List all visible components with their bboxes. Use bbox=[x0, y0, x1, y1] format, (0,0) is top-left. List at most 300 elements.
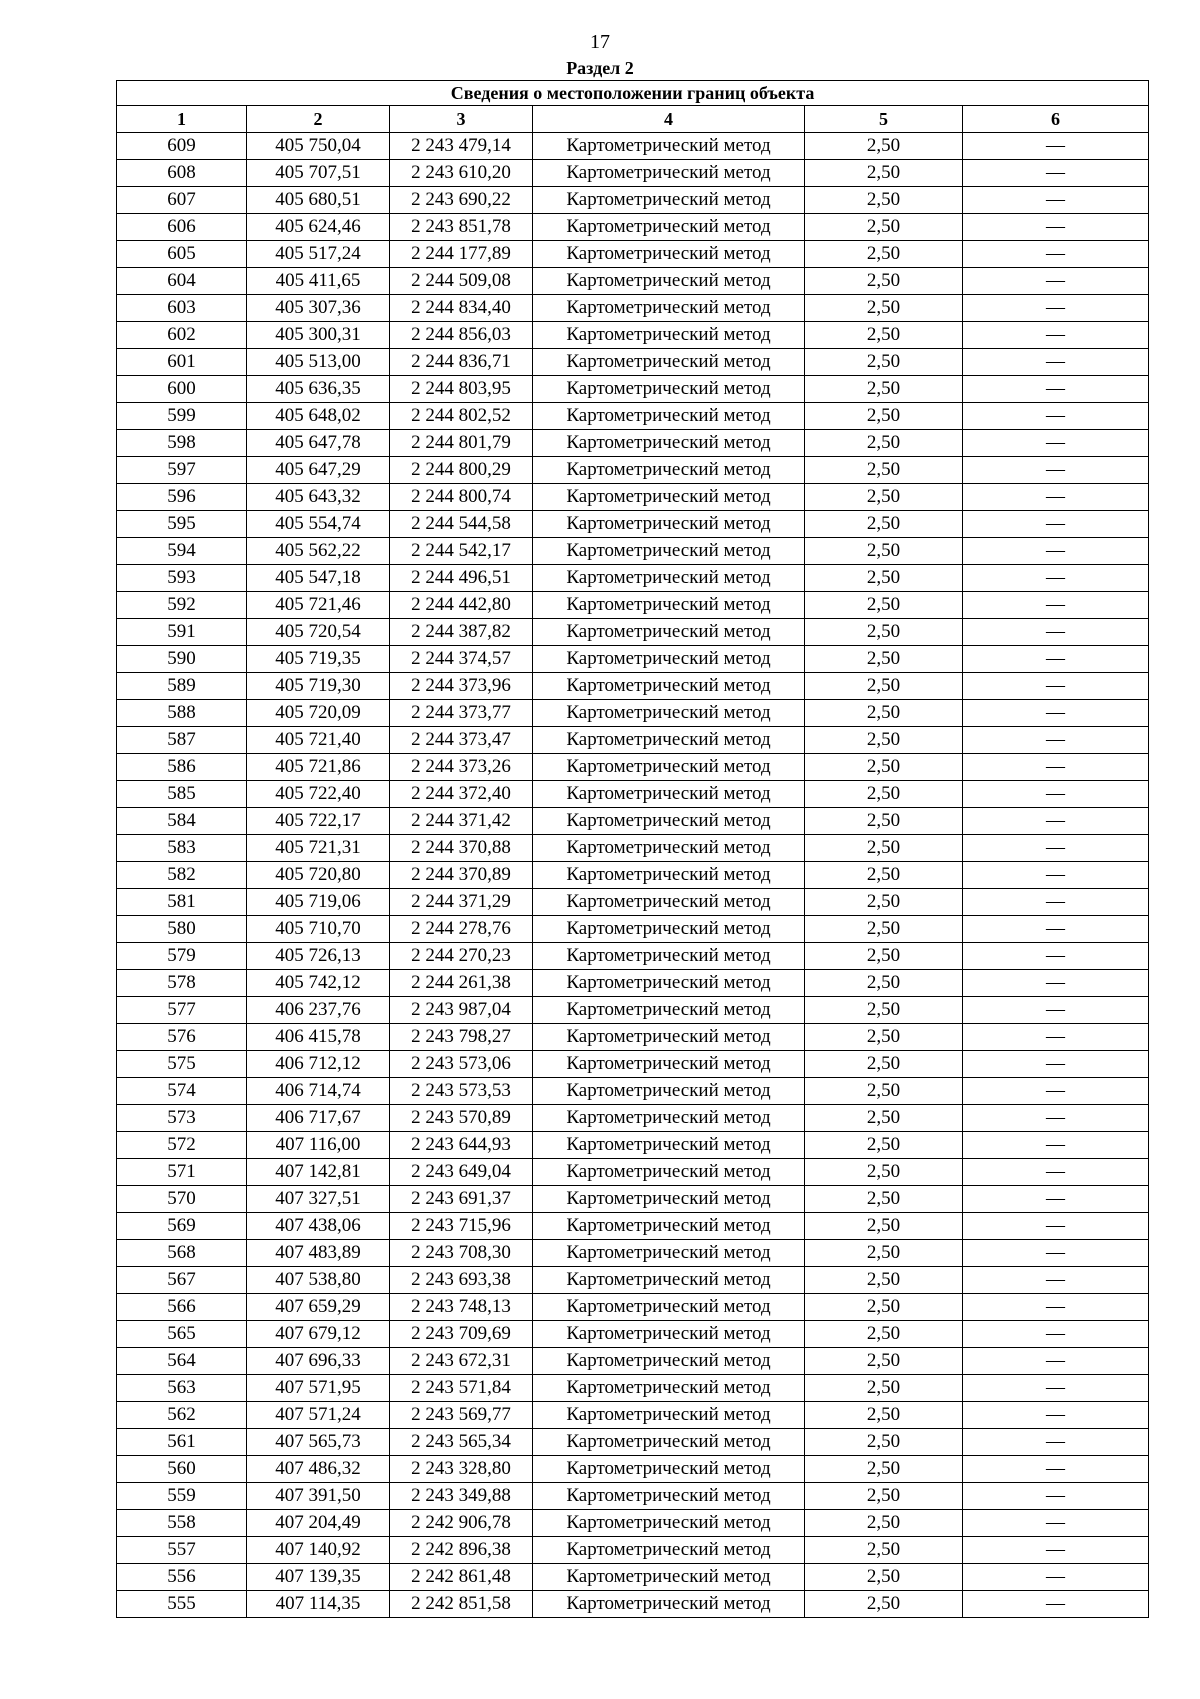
accuracy-cell: 2,50 bbox=[805, 970, 963, 997]
x-coordinate-cell: 405 643,32 bbox=[247, 484, 390, 511]
description-cell: — bbox=[963, 1537, 1149, 1564]
point-number-cell: 589 bbox=[117, 673, 247, 700]
table-row bbox=[117, 430, 1149, 457]
table-row bbox=[117, 376, 1149, 403]
method-cell: Картометрический метод bbox=[533, 511, 805, 538]
y-coordinate-cell: 2 244 278,76 bbox=[390, 916, 533, 943]
accuracy-cell: 2,50 bbox=[805, 349, 963, 376]
y-coordinate-cell: 2 244 177,89 bbox=[390, 241, 533, 268]
x-coordinate-cell: 407 538,80 bbox=[247, 1267, 390, 1294]
accuracy-cell: 2,50 bbox=[805, 1537, 963, 1564]
y-coordinate-cell: 2 244 542,17 bbox=[390, 538, 533, 565]
description-cell: — bbox=[963, 133, 1149, 160]
point-number-cell: 582 bbox=[117, 862, 247, 889]
description-cell: — bbox=[963, 1159, 1149, 1186]
method-cell: Картометрический метод bbox=[533, 1267, 805, 1294]
point-number-cell: 573 bbox=[117, 1105, 247, 1132]
y-coordinate-cell: 2 244 442,80 bbox=[390, 592, 533, 619]
accuracy-cell: 2,50 bbox=[805, 1429, 963, 1456]
y-coordinate-cell: 2 243 571,84 bbox=[390, 1375, 533, 1402]
y-coordinate-cell: 2 243 691,37 bbox=[390, 1186, 533, 1213]
x-coordinate-cell: 405 721,86 bbox=[247, 754, 390, 781]
y-coordinate-cell: 2 244 801,79 bbox=[390, 430, 533, 457]
point-number-cell: 567 bbox=[117, 1267, 247, 1294]
description-cell: — bbox=[963, 1483, 1149, 1510]
accuracy-cell: 2,50 bbox=[805, 1105, 963, 1132]
method-cell: Картометрический метод bbox=[533, 673, 805, 700]
y-coordinate-cell: 2 244 496,51 bbox=[390, 565, 533, 592]
x-coordinate-cell: 407 565,73 bbox=[247, 1429, 390, 1456]
x-coordinate-cell: 406 415,78 bbox=[247, 1024, 390, 1051]
y-coordinate-cell: 2 243 715,96 bbox=[390, 1213, 533, 1240]
y-coordinate-cell: 2 243 479,14 bbox=[390, 133, 533, 160]
description-cell: — bbox=[963, 349, 1149, 376]
method-cell: Картометрический метод bbox=[533, 646, 805, 673]
table-caption: Сведения о местоположении границ объекта bbox=[117, 81, 1149, 106]
method-cell: Картометрический метод bbox=[533, 754, 805, 781]
method-cell: Картометрический метод bbox=[533, 268, 805, 295]
point-number-cell: 575 bbox=[117, 1051, 247, 1078]
y-coordinate-cell: 2 244 800,74 bbox=[390, 484, 533, 511]
x-coordinate-cell: 407 139,35 bbox=[247, 1564, 390, 1591]
y-coordinate-cell: 2 244 387,82 bbox=[390, 619, 533, 646]
point-number-cell: 572 bbox=[117, 1132, 247, 1159]
method-cell: Картометрический метод bbox=[533, 1132, 805, 1159]
point-number-cell: 558 bbox=[117, 1510, 247, 1537]
accuracy-cell: 2,50 bbox=[805, 1159, 963, 1186]
method-cell: Картометрический метод bbox=[533, 1240, 805, 1267]
y-coordinate-cell: 2 244 372,40 bbox=[390, 781, 533, 808]
table-row bbox=[117, 484, 1149, 511]
point-number-cell: 556 bbox=[117, 1564, 247, 1591]
method-cell: Картометрический метод bbox=[533, 457, 805, 484]
x-coordinate-cell: 405 710,70 bbox=[247, 916, 390, 943]
accuracy-cell: 2,50 bbox=[805, 754, 963, 781]
accuracy-cell: 2,50 bbox=[805, 1267, 963, 1294]
point-number-cell: 588 bbox=[117, 700, 247, 727]
table-row bbox=[117, 403, 1149, 430]
table-row bbox=[117, 673, 1149, 700]
y-coordinate-cell: 2 243 798,27 bbox=[390, 1024, 533, 1051]
table-row bbox=[117, 1186, 1149, 1213]
description-cell: — bbox=[963, 835, 1149, 862]
x-coordinate-cell: 405 517,24 bbox=[247, 241, 390, 268]
y-coordinate-cell: 2 243 709,69 bbox=[390, 1321, 533, 1348]
description-cell: — bbox=[963, 565, 1149, 592]
column-header: 2 bbox=[247, 106, 390, 133]
description-cell: — bbox=[963, 457, 1149, 484]
y-coordinate-cell: 2 243 328,80 bbox=[390, 1456, 533, 1483]
y-coordinate-cell: 2 244 509,08 bbox=[390, 268, 533, 295]
accuracy-cell: 2,50 bbox=[805, 1456, 963, 1483]
point-number-cell: 585 bbox=[117, 781, 247, 808]
table-row bbox=[117, 1591, 1149, 1618]
table-row bbox=[117, 268, 1149, 295]
accuracy-cell: 2,50 bbox=[805, 862, 963, 889]
description-cell: — bbox=[963, 1105, 1149, 1132]
description-cell: — bbox=[963, 700, 1149, 727]
table-row bbox=[117, 322, 1149, 349]
accuracy-cell: 2,50 bbox=[805, 538, 963, 565]
method-cell: Картометрический метод bbox=[533, 835, 805, 862]
y-coordinate-cell: 2 243 690,22 bbox=[390, 187, 533, 214]
method-cell: Картометрический метод bbox=[533, 160, 805, 187]
method-cell: Картометрический метод bbox=[533, 349, 805, 376]
point-number-cell: 579 bbox=[117, 943, 247, 970]
y-coordinate-cell: 2 244 374,57 bbox=[390, 646, 533, 673]
y-coordinate-cell: 2 244 373,77 bbox=[390, 700, 533, 727]
method-cell: Картометрический метод bbox=[533, 1564, 805, 1591]
description-cell: — bbox=[963, 1402, 1149, 1429]
description-cell: — bbox=[963, 1051, 1149, 1078]
accuracy-cell: 2,50 bbox=[805, 187, 963, 214]
accuracy-cell: 2,50 bbox=[805, 1375, 963, 1402]
description-cell: — bbox=[963, 484, 1149, 511]
method-cell: Картометрический метод bbox=[533, 484, 805, 511]
x-coordinate-cell: 405 307,36 bbox=[247, 295, 390, 322]
description-cell: — bbox=[963, 808, 1149, 835]
method-cell: Картометрический метод bbox=[533, 214, 805, 241]
table-row bbox=[117, 511, 1149, 538]
point-number-cell: 580 bbox=[117, 916, 247, 943]
table-row bbox=[117, 295, 1149, 322]
description-cell: — bbox=[963, 727, 1149, 754]
method-cell: Картометрический метод bbox=[533, 295, 805, 322]
point-number-cell: 593 bbox=[117, 565, 247, 592]
point-number-cell: 600 bbox=[117, 376, 247, 403]
x-coordinate-cell: 405 720,80 bbox=[247, 862, 390, 889]
x-coordinate-cell: 405 722,40 bbox=[247, 781, 390, 808]
table-row bbox=[117, 1105, 1149, 1132]
accuracy-cell: 2,50 bbox=[805, 268, 963, 295]
y-coordinate-cell: 2 243 569,77 bbox=[390, 1402, 533, 1429]
accuracy-cell: 2,50 bbox=[805, 430, 963, 457]
accuracy-cell: 2,50 bbox=[805, 646, 963, 673]
table-row bbox=[117, 1240, 1149, 1267]
accuracy-cell: 2,50 bbox=[805, 673, 963, 700]
description-cell: — bbox=[963, 322, 1149, 349]
table-row bbox=[117, 943, 1149, 970]
y-coordinate-cell: 2 244 856,03 bbox=[390, 322, 533, 349]
x-coordinate-cell: 407 140,92 bbox=[247, 1537, 390, 1564]
method-cell: Картометрический метод bbox=[533, 133, 805, 160]
y-coordinate-cell: 2 243 565,34 bbox=[390, 1429, 533, 1456]
x-coordinate-cell: 407 116,00 bbox=[247, 1132, 390, 1159]
y-coordinate-cell: 2 244 544,58 bbox=[390, 511, 533, 538]
table-row bbox=[117, 187, 1149, 214]
description-cell: — bbox=[963, 970, 1149, 997]
point-number-cell: 604 bbox=[117, 268, 247, 295]
y-coordinate-cell: 2 243 748,13 bbox=[390, 1294, 533, 1321]
description-cell: — bbox=[963, 1321, 1149, 1348]
point-number-cell: 569 bbox=[117, 1213, 247, 1240]
y-coordinate-cell: 2 244 373,96 bbox=[390, 673, 533, 700]
table-row bbox=[117, 1375, 1149, 1402]
description-cell: — bbox=[963, 754, 1149, 781]
method-cell: Картометрический метод bbox=[533, 565, 805, 592]
description-cell: — bbox=[963, 1132, 1149, 1159]
method-cell: Картометрический метод bbox=[533, 187, 805, 214]
x-coordinate-cell: 405 742,12 bbox=[247, 970, 390, 997]
method-cell: Картометрический метод bbox=[533, 1456, 805, 1483]
method-cell: Картометрический метод bbox=[533, 808, 805, 835]
description-cell: — bbox=[963, 403, 1149, 430]
table-row bbox=[117, 1348, 1149, 1375]
point-number-cell: 608 bbox=[117, 160, 247, 187]
y-coordinate-cell: 2 243 987,04 bbox=[390, 997, 533, 1024]
description-cell: — bbox=[963, 538, 1149, 565]
accuracy-cell: 2,50 bbox=[805, 1591, 963, 1618]
table-row bbox=[117, 727, 1149, 754]
method-cell: Картометрический метод bbox=[533, 943, 805, 970]
accuracy-cell: 2,50 bbox=[805, 1024, 963, 1051]
table-row bbox=[117, 754, 1149, 781]
method-cell: Картометрический метод bbox=[533, 700, 805, 727]
x-coordinate-cell: 405 720,09 bbox=[247, 700, 390, 727]
point-number-cell: 609 bbox=[117, 133, 247, 160]
x-coordinate-cell: 407 114,35 bbox=[247, 1591, 390, 1618]
table-row bbox=[117, 1564, 1149, 1591]
x-coordinate-cell: 405 411,65 bbox=[247, 268, 390, 295]
point-number-cell: 570 bbox=[117, 1186, 247, 1213]
point-number-cell: 561 bbox=[117, 1429, 247, 1456]
description-cell: — bbox=[963, 1294, 1149, 1321]
y-coordinate-cell: 2 244 836,71 bbox=[390, 349, 533, 376]
point-number-cell: 606 bbox=[117, 214, 247, 241]
accuracy-cell: 2,50 bbox=[805, 1213, 963, 1240]
accuracy-cell: 2,50 bbox=[805, 214, 963, 241]
point-number-cell: 587 bbox=[117, 727, 247, 754]
method-cell: Картометрический метод bbox=[533, 1024, 805, 1051]
table-row bbox=[117, 619, 1149, 646]
y-coordinate-cell: 2 242 851,58 bbox=[390, 1591, 533, 1618]
method-cell: Картометрический метод bbox=[533, 322, 805, 349]
description-cell: — bbox=[963, 1078, 1149, 1105]
description-cell: — bbox=[963, 295, 1149, 322]
accuracy-cell: 2,50 bbox=[805, 781, 963, 808]
point-number-cell: 560 bbox=[117, 1456, 247, 1483]
x-coordinate-cell: 407 679,12 bbox=[247, 1321, 390, 1348]
accuracy-cell: 2,50 bbox=[805, 457, 963, 484]
y-coordinate-cell: 2 243 573,06 bbox=[390, 1051, 533, 1078]
x-coordinate-cell: 405 647,78 bbox=[247, 430, 390, 457]
x-coordinate-cell: 405 750,04 bbox=[247, 133, 390, 160]
table-header-row bbox=[117, 106, 1149, 133]
method-cell: Картометрический метод bbox=[533, 997, 805, 1024]
method-cell: Картометрический метод bbox=[533, 889, 805, 916]
table-row bbox=[117, 781, 1149, 808]
table-row bbox=[117, 970, 1149, 997]
accuracy-cell: 2,50 bbox=[805, 484, 963, 511]
y-coordinate-cell: 2 242 896,38 bbox=[390, 1537, 533, 1564]
column-header: 3 bbox=[390, 106, 533, 133]
y-coordinate-cell: 2 243 672,31 bbox=[390, 1348, 533, 1375]
point-number-cell: 574 bbox=[117, 1078, 247, 1105]
table-row bbox=[117, 1510, 1149, 1537]
accuracy-cell: 2,50 bbox=[805, 1321, 963, 1348]
point-number-cell: 564 bbox=[117, 1348, 247, 1375]
point-number-cell: 592 bbox=[117, 592, 247, 619]
table-row bbox=[117, 862, 1149, 889]
point-number-cell: 601 bbox=[117, 349, 247, 376]
description-cell: — bbox=[963, 1564, 1149, 1591]
accuracy-cell: 2,50 bbox=[805, 1402, 963, 1429]
description-cell: — bbox=[963, 781, 1149, 808]
method-cell: Картометрический метод bbox=[533, 1537, 805, 1564]
method-cell: Картометрический метод bbox=[533, 781, 805, 808]
x-coordinate-cell: 405 726,13 bbox=[247, 943, 390, 970]
point-number-cell: 603 bbox=[117, 295, 247, 322]
description-cell: — bbox=[963, 673, 1149, 700]
description-cell: — bbox=[963, 1348, 1149, 1375]
y-coordinate-cell: 2 244 371,29 bbox=[390, 889, 533, 916]
description-cell: — bbox=[963, 646, 1149, 673]
accuracy-cell: 2,50 bbox=[805, 1510, 963, 1537]
y-coordinate-cell: 2 244 373,47 bbox=[390, 727, 533, 754]
y-coordinate-cell: 2 244 371,42 bbox=[390, 808, 533, 835]
x-coordinate-cell: 405 513,00 bbox=[247, 349, 390, 376]
x-coordinate-cell: 407 696,33 bbox=[247, 1348, 390, 1375]
method-cell: Картометрический метод bbox=[533, 1078, 805, 1105]
point-number-cell: 562 bbox=[117, 1402, 247, 1429]
point-number-cell: 598 bbox=[117, 430, 247, 457]
point-number-cell: 599 bbox=[117, 403, 247, 430]
y-coordinate-cell: 2 244 261,38 bbox=[390, 970, 533, 997]
method-cell: Картометрический метод bbox=[533, 916, 805, 943]
table-row bbox=[117, 565, 1149, 592]
column-header: 6 bbox=[963, 106, 1149, 133]
description-cell: — bbox=[963, 1024, 1149, 1051]
point-number-cell: 596 bbox=[117, 484, 247, 511]
method-cell: Картометрический метод bbox=[533, 1348, 805, 1375]
table-row bbox=[117, 133, 1149, 160]
method-cell: Картометрический метод bbox=[533, 1321, 805, 1348]
accuracy-cell: 2,50 bbox=[805, 1186, 963, 1213]
method-cell: Картометрический метод bbox=[533, 1402, 805, 1429]
method-cell: Картометрический метод bbox=[533, 862, 805, 889]
description-cell: — bbox=[963, 268, 1149, 295]
table-row bbox=[117, 349, 1149, 376]
method-cell: Картометрический метод bbox=[533, 619, 805, 646]
x-coordinate-cell: 407 571,95 bbox=[247, 1375, 390, 1402]
accuracy-cell: 2,50 bbox=[805, 1240, 963, 1267]
accuracy-cell: 2,50 bbox=[805, 619, 963, 646]
description-cell: — bbox=[963, 1456, 1149, 1483]
x-coordinate-cell: 406 714,74 bbox=[247, 1078, 390, 1105]
y-coordinate-cell: 2 243 610,20 bbox=[390, 160, 533, 187]
accuracy-cell: 2,50 bbox=[805, 835, 963, 862]
table-row bbox=[117, 1321, 1149, 1348]
point-number-cell: 565 bbox=[117, 1321, 247, 1348]
accuracy-cell: 2,50 bbox=[805, 1348, 963, 1375]
table-row bbox=[117, 1537, 1149, 1564]
x-coordinate-cell: 405 648,02 bbox=[247, 403, 390, 430]
point-number-cell: 581 bbox=[117, 889, 247, 916]
table-row bbox=[117, 538, 1149, 565]
method-cell: Картометрический метод bbox=[533, 727, 805, 754]
point-number-cell: 595 bbox=[117, 511, 247, 538]
method-cell: Картометрический метод bbox=[533, 1159, 805, 1186]
y-coordinate-cell: 2 243 644,93 bbox=[390, 1132, 533, 1159]
y-coordinate-cell: 2 244 800,29 bbox=[390, 457, 533, 484]
accuracy-cell: 2,50 bbox=[805, 916, 963, 943]
method-cell: Картометрический метод bbox=[533, 1429, 805, 1456]
accuracy-cell: 2,50 bbox=[805, 727, 963, 754]
point-number-cell: 590 bbox=[117, 646, 247, 673]
method-cell: Картометрический метод bbox=[533, 1105, 805, 1132]
accuracy-cell: 2,50 bbox=[805, 1483, 963, 1510]
point-number-cell: 605 bbox=[117, 241, 247, 268]
accuracy-cell: 2,50 bbox=[805, 1294, 963, 1321]
description-cell: — bbox=[963, 1591, 1149, 1618]
table-caption-row bbox=[117, 81, 1149, 106]
point-number-cell: 591 bbox=[117, 619, 247, 646]
x-coordinate-cell: 405 680,51 bbox=[247, 187, 390, 214]
y-coordinate-cell: 2 244 834,40 bbox=[390, 295, 533, 322]
accuracy-cell: 2,50 bbox=[805, 376, 963, 403]
y-coordinate-cell: 2 242 861,48 bbox=[390, 1564, 533, 1591]
point-number-cell: 555 bbox=[117, 1591, 247, 1618]
accuracy-cell: 2,50 bbox=[805, 241, 963, 268]
x-coordinate-cell: 405 636,35 bbox=[247, 376, 390, 403]
y-coordinate-cell: 2 243 570,89 bbox=[390, 1105, 533, 1132]
table-row bbox=[117, 1159, 1149, 1186]
y-coordinate-cell: 2 243 708,30 bbox=[390, 1240, 533, 1267]
x-coordinate-cell: 405 719,30 bbox=[247, 673, 390, 700]
page-number: 17 bbox=[590, 31, 610, 53]
point-number-cell: 594 bbox=[117, 538, 247, 565]
column-header: 4 bbox=[533, 106, 805, 133]
x-coordinate-cell: 407 327,51 bbox=[247, 1186, 390, 1213]
point-number-cell: 559 bbox=[117, 1483, 247, 1510]
description-cell: — bbox=[963, 1510, 1149, 1537]
x-coordinate-cell: 405 647,29 bbox=[247, 457, 390, 484]
y-coordinate-cell: 2 244 270,23 bbox=[390, 943, 533, 970]
x-coordinate-cell: 407 438,06 bbox=[247, 1213, 390, 1240]
description-cell: — bbox=[963, 511, 1149, 538]
table-row bbox=[117, 1267, 1149, 1294]
table-row bbox=[117, 241, 1149, 268]
method-cell: Картометрический метод bbox=[533, 970, 805, 997]
point-number-cell: 607 bbox=[117, 187, 247, 214]
description-cell: — bbox=[963, 1186, 1149, 1213]
accuracy-cell: 2,50 bbox=[805, 700, 963, 727]
table-row bbox=[117, 997, 1149, 1024]
y-coordinate-cell: 2 242 906,78 bbox=[390, 1510, 533, 1537]
y-coordinate-cell: 2 244 370,89 bbox=[390, 862, 533, 889]
x-coordinate-cell: 405 707,51 bbox=[247, 160, 390, 187]
table-row bbox=[117, 916, 1149, 943]
method-cell: Картометрический метод bbox=[533, 241, 805, 268]
description-cell: — bbox=[963, 592, 1149, 619]
x-coordinate-cell: 405 554,74 bbox=[247, 511, 390, 538]
method-cell: Картометрический метод bbox=[533, 1213, 805, 1240]
point-number-cell: 557 bbox=[117, 1537, 247, 1564]
accuracy-cell: 2,50 bbox=[805, 1078, 963, 1105]
x-coordinate-cell: 405 721,40 bbox=[247, 727, 390, 754]
accuracy-cell: 2,50 bbox=[805, 133, 963, 160]
table-row bbox=[117, 1483, 1149, 1510]
table-row bbox=[117, 1456, 1149, 1483]
x-coordinate-cell: 405 547,18 bbox=[247, 565, 390, 592]
table-row bbox=[117, 457, 1149, 484]
x-coordinate-cell: 405 720,54 bbox=[247, 619, 390, 646]
x-coordinate-cell: 405 721,31 bbox=[247, 835, 390, 862]
accuracy-cell: 2,50 bbox=[805, 565, 963, 592]
accuracy-cell: 2,50 bbox=[805, 1051, 963, 1078]
accuracy-cell: 2,50 bbox=[805, 160, 963, 187]
table-row bbox=[117, 214, 1149, 241]
